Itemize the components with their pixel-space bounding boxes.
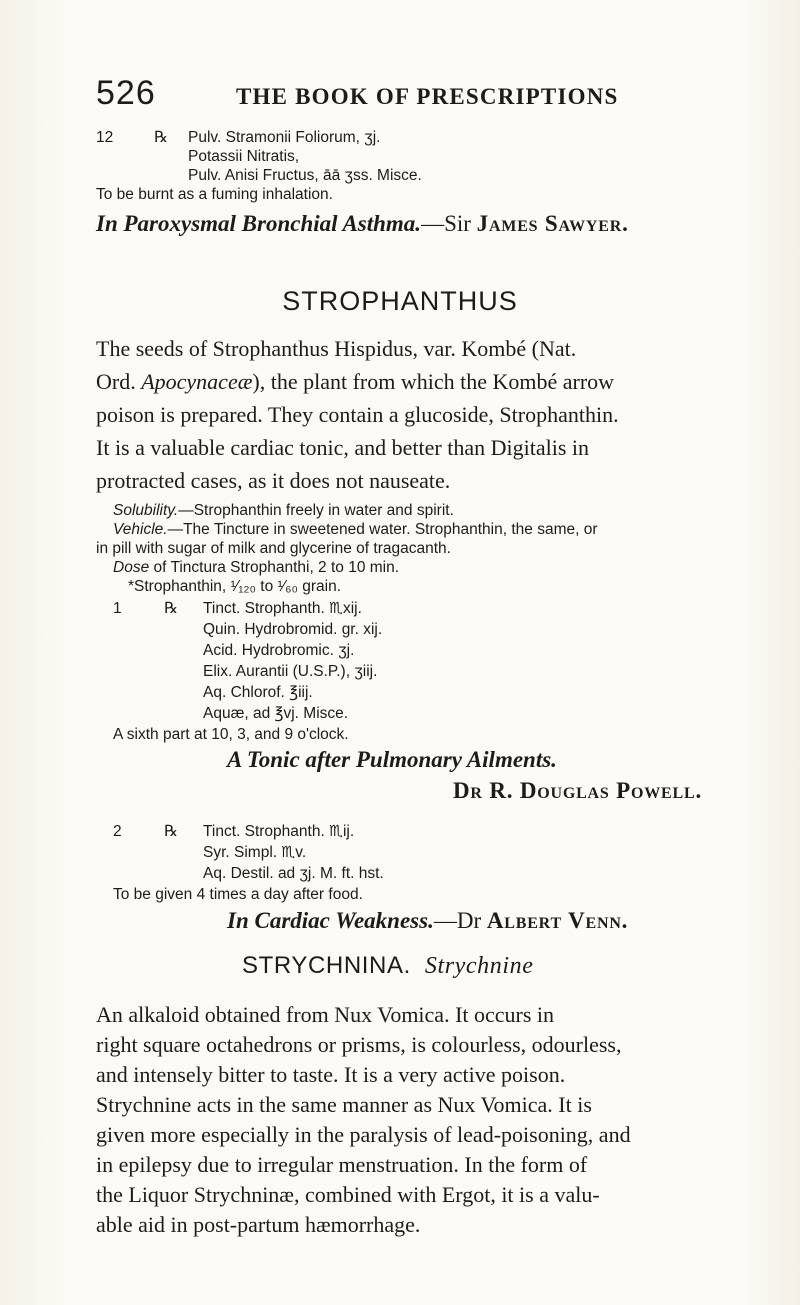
prescription-12-source xyxy=(96,211,629,237)
prescription-2-line-1: Tinct. Strophanth. ♏ij. xyxy=(203,823,355,840)
prescription-2-direction: To be given 4 times a day after food. xyxy=(113,886,363,903)
strychnine-paragraph xyxy=(96,1000,750,1240)
prescription-1-line-3: Acid. Hydrobromic. ʒj. xyxy=(203,642,355,659)
prescription-12-line-1: Pulv. Stramonii Foliorum, ʒj. xyxy=(188,129,381,146)
prescription-1-line-1: Tinct. Strophanth. ♏xij. xyxy=(203,600,362,617)
page-number: 526 xyxy=(96,74,156,112)
prescription-2-source xyxy=(227,908,628,934)
strychnine-line-7: the Liquor Strychninæ, combined with Ergot, it is a valu- xyxy=(96,1182,600,1207)
prescription-2-line-3: Aq. Destil. ad ʒj. M. ft. hst. xyxy=(203,865,384,882)
strophanthus-line-4: It is a valuable cardiac tonic, and better than Digitalis in xyxy=(96,435,589,460)
prescription-1-line-6: Aquæ, ad ℥vj. Misce. xyxy=(203,705,349,722)
prescription-2-line-2: Syr. Simpl. ♏v. xyxy=(203,844,307,861)
prescription-12-line-2: Potassii Nitratis, xyxy=(188,148,300,165)
strychnina-latin-title: STRYCHNINA. xyxy=(242,952,411,979)
rx-symbol: ℞ xyxy=(154,129,168,146)
strychnine-line-3: and intensely bitter to taste. It is a very active poison. xyxy=(96,1062,566,1087)
prescription-1-line-2: Quin. Hydrobromid. gr. xij. xyxy=(203,621,383,638)
prescription-number-12: 12 xyxy=(96,129,114,146)
strychnine-english-title: Strychnine xyxy=(424,953,534,979)
strophanthus-line-5: protracted cases, as it does not nauseate. xyxy=(96,468,451,493)
prescription-1-author: Dr R. Douglas Powell. xyxy=(453,778,703,803)
rx-symbol: ℞ xyxy=(164,823,178,840)
prescription-2-condition: In Cardiac Weakness. xyxy=(227,908,434,933)
prescription-12-line-3: Pulv. Anisi Fructus, āā ʒss. Misce. xyxy=(188,167,422,184)
prescription-1-line-4: Elix. Aurantii (U.S.P.), ʒiij. xyxy=(203,663,378,680)
prescription-2-source-dash: —Dr xyxy=(433,908,487,933)
running-title: THE BOOK OF PRESCRIPTIONS xyxy=(236,84,619,109)
page-header xyxy=(0,0,800,112)
strophanthus-heading: STROPHANTHUS xyxy=(282,286,518,316)
strychnine-line-1: An alkaloid obtained from Nux Vomica. It occurs in xyxy=(96,1002,555,1027)
strychnine-line-8: able aid in post-partum hæmorrhage. xyxy=(96,1212,421,1237)
strophanthus-line-3: poison is prepared. They contain a glucoside, Strophanthin. xyxy=(96,402,619,427)
strophanthus-paragraph xyxy=(96,332,750,497)
rx-symbol: ℞ xyxy=(164,600,178,617)
prescription-1-condition: A Tonic after Pulmonary Ailments. xyxy=(227,747,557,772)
prescription-12-direction: To be burnt as a fuming inhalation. xyxy=(96,186,333,203)
strychnine-line-2: right square octahedrons or prisms, is colourless, odourless, xyxy=(96,1032,622,1057)
prescription-2-author: Albert Venn. xyxy=(486,908,629,933)
prescription-1-direction: A sixth part at 10, 3, and 9 o'clock. xyxy=(113,726,349,743)
vehicle-note: Vehicle.—The Tincture in sweetened water. Strophanthin, the same, or xyxy=(113,521,598,538)
prescription-12-author: James Sawyer. xyxy=(476,211,629,236)
vehicle-note-continuation: in pill with sugar of milk and glycerine of tragacanth. xyxy=(96,540,451,557)
dose-note: Dose of Tinctura Strophanthi, 2 to 10 min. xyxy=(113,559,400,576)
prescription-12-source-dash: —Sir xyxy=(421,211,477,236)
strychnine-line-6: in epilepsy due to irregular menstruation. In the form of xyxy=(96,1152,588,1177)
prescription-1-line-5: Aq. Chlorof. ℥iij. xyxy=(203,684,313,701)
prescription-12-condition: In Paroxysmal Bronchial Asthma. xyxy=(96,211,422,236)
prescription-number-1: 1 xyxy=(113,600,122,617)
strychnine-line-5: given more especially in the paralysis of lead-poisoning, and xyxy=(96,1122,631,1147)
strophanthus-line-2: Ord. Apocynaceæ), the plant from which the Kombé arrow xyxy=(96,369,615,394)
strychnina-heading xyxy=(242,952,534,980)
solubility-note: Solubility.—Strophanthin freely in water and spirit. xyxy=(113,502,454,519)
strychnine-line-4: Strychnine acts in the same manner as Nux Vomica. It is xyxy=(96,1092,592,1117)
prescription-number-2: 2 xyxy=(113,823,122,840)
strophanthin-dose: *Strophanthin, ¹⁄₁₂₀ to ¹⁄₆₀ grain. xyxy=(128,578,342,595)
strophanthus-line-1: The seeds of Strophanthus Hispidus, var. Kombé (Nat. xyxy=(96,336,577,361)
